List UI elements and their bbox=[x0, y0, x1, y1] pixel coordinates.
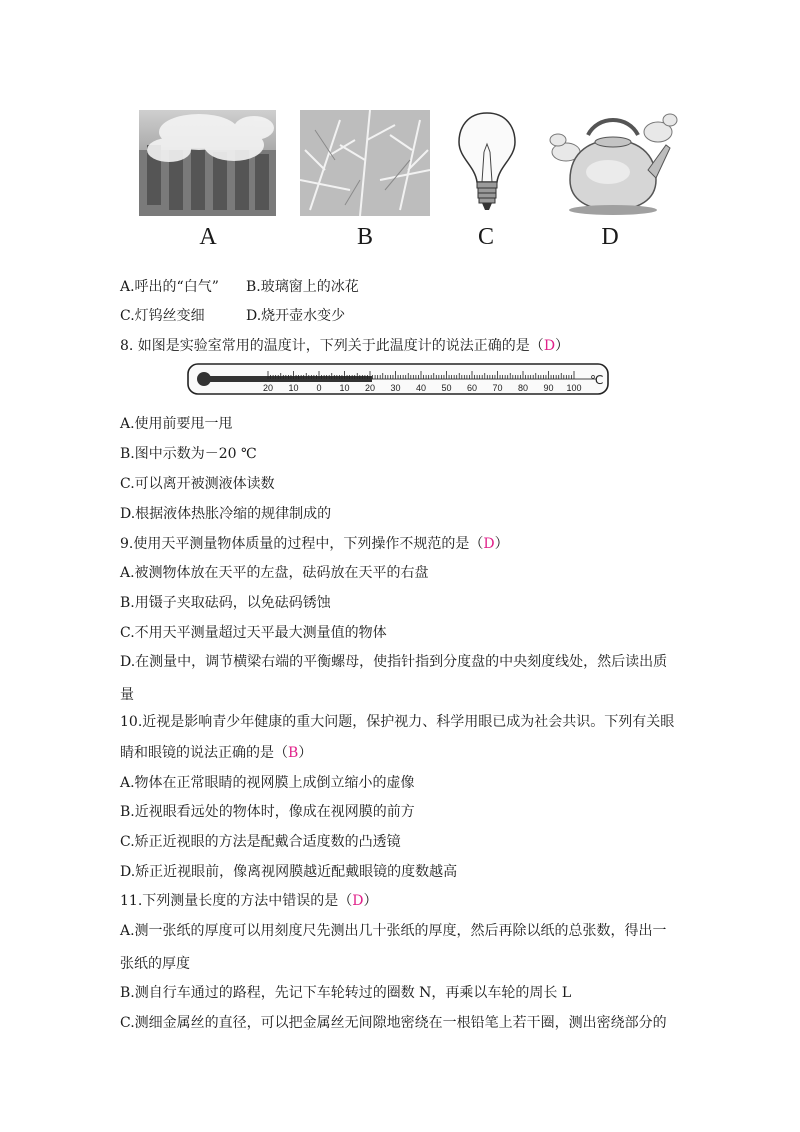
figure-a-label: A bbox=[199, 224, 217, 250]
q9-option-d-continued: 量 bbox=[120, 687, 134, 703]
figure-b-window-frost-image bbox=[300, 110, 430, 216]
thermometer-unit: ℃ bbox=[590, 373, 604, 387]
q8-option-d: D.根据液体热胀冷缩的规律制成的 bbox=[120, 506, 332, 522]
thermometer-tick-label: 90 bbox=[543, 383, 554, 393]
q8-option-b: B.图中示数为－20 ℃ bbox=[120, 446, 257, 462]
q11-option-c-line1: C.测细金属丝的直径，可以把金属丝无间隙地密绕在一根铅笔上若干圈，测出密绕部分的 bbox=[120, 1015, 667, 1031]
q9-stem bbox=[120, 534, 509, 554]
q11-stem-text: 11.下列测量长度的方法中错误的是（ bbox=[120, 893, 353, 909]
thermometer-tick-label: 70 bbox=[492, 383, 503, 393]
q7-option-c: C.灯钨丝变细 bbox=[120, 308, 205, 324]
q7-option-b: B.玻璃窗上的冰花 bbox=[246, 279, 359, 295]
q7-option-a: A.呼出的“白气” bbox=[120, 279, 219, 295]
q8-option-a: A.使用前要甩一甩 bbox=[120, 416, 233, 432]
q10-stem-line1: 10.近视是影响青少年健康的重大问题，保护视力、科学用眼已成为社会共识。下列有关眼 bbox=[120, 714, 675, 730]
q8-answer: D bbox=[543, 338, 556, 354]
thermometer-tick-label: 30 bbox=[390, 383, 401, 393]
q9-stem-text: 9.使用天平测量物体质量的过程中，下列操作不规范的是（ bbox=[120, 536, 484, 552]
q11-stem-close: ） bbox=[363, 893, 378, 909]
q11-option-a-line1: A.测一张纸的厚度可以用刻度尺先测出几十张纸的厚度，然后再除以纸的总张数，得出一 bbox=[120, 923, 667, 939]
thermometer-tick-label: 20 bbox=[262, 383, 274, 393]
q10-answer: B bbox=[288, 745, 299, 761]
figure-c-label: C bbox=[477, 224, 494, 250]
q9-option-b: B.用镊子夹取砝码，以免砝码锈蚀 bbox=[120, 595, 331, 611]
q9-answer: D bbox=[483, 536, 495, 552]
q10-stem-text: 睛和眼镜的说法正确的是（ bbox=[120, 745, 288, 761]
q10-option-b: B.近视眼看远处的物体时，像成在视网膜的前方 bbox=[120, 804, 415, 820]
q9-stem-close: ） bbox=[494, 536, 509, 552]
q10-stem-line2 bbox=[120, 743, 312, 763]
q10-option-d: D.矫正近视眼前，像离视网膜越近配戴眼镜的度数越高 bbox=[120, 864, 458, 880]
q8-stem bbox=[120, 336, 569, 356]
figure-d-label: D bbox=[601, 224, 619, 250]
q10-option-a: A.物体在正常眼睛的视网膜上成倒立缩小的虚像 bbox=[120, 775, 415, 791]
q11-stem bbox=[120, 891, 378, 911]
figure-b-label: B bbox=[356, 224, 373, 250]
q11-answer: D bbox=[352, 893, 364, 909]
q9-option-a: A.被测物体放在天平的左盘，砝码放在天平的右盘 bbox=[120, 565, 429, 581]
q8-option-c: C.可以离开被测液体读数 bbox=[120, 476, 275, 492]
thermometer-tick-label: 20 bbox=[364, 383, 376, 393]
q7-option-d: D.烧开壶水变少 bbox=[246, 308, 346, 324]
q8-stem-text: 8. 如图是实验室常用的温度计，下列关于此温度计的说法正确的是（ bbox=[120, 338, 544, 354]
q8-stem-close: ） bbox=[555, 338, 570, 354]
q10-option-c: C.矫正近视眼的方法是配戴合适度数的凸透镜 bbox=[120, 834, 401, 850]
q10-stem-close: ） bbox=[298, 745, 313, 761]
q9-option-c: C.不用天平测量超过天平最大测量值的物体 bbox=[120, 625, 387, 641]
figure-a-breath-fog-image bbox=[139, 110, 276, 216]
thermometer-tick-label: 10 bbox=[339, 383, 350, 393]
q9-option-d: D.在测量中，调节横梁右端的平衡螺母，使指针指到分度盘的中央刻度线处，然后读出质 bbox=[120, 654, 668, 670]
thermometer-tick-label: 80 bbox=[517, 383, 529, 393]
thermometer-tick-label: 10 bbox=[288, 383, 299, 393]
thermometer-tick-label: 50 bbox=[441, 383, 452, 393]
q11-option-b: B.测自行车通过的路程，先记下车轮转过的圈数 N，再乘以车轮的周长 L bbox=[120, 985, 572, 1001]
q11-option-a-line2: 张纸的厚度 bbox=[120, 956, 190, 972]
figure-d-boiling-kettle-image bbox=[548, 110, 678, 216]
thermometer-tick-label: 40 bbox=[415, 383, 427, 393]
thermometer-tick-label: 0 bbox=[316, 383, 322, 393]
thermometer-diagram bbox=[186, 360, 614, 398]
figure-c-light-bulb-image bbox=[455, 110, 519, 216]
thermometer-tick-label: 60 bbox=[466, 383, 478, 393]
thermometer-tick-label: 100 bbox=[566, 383, 582, 393]
